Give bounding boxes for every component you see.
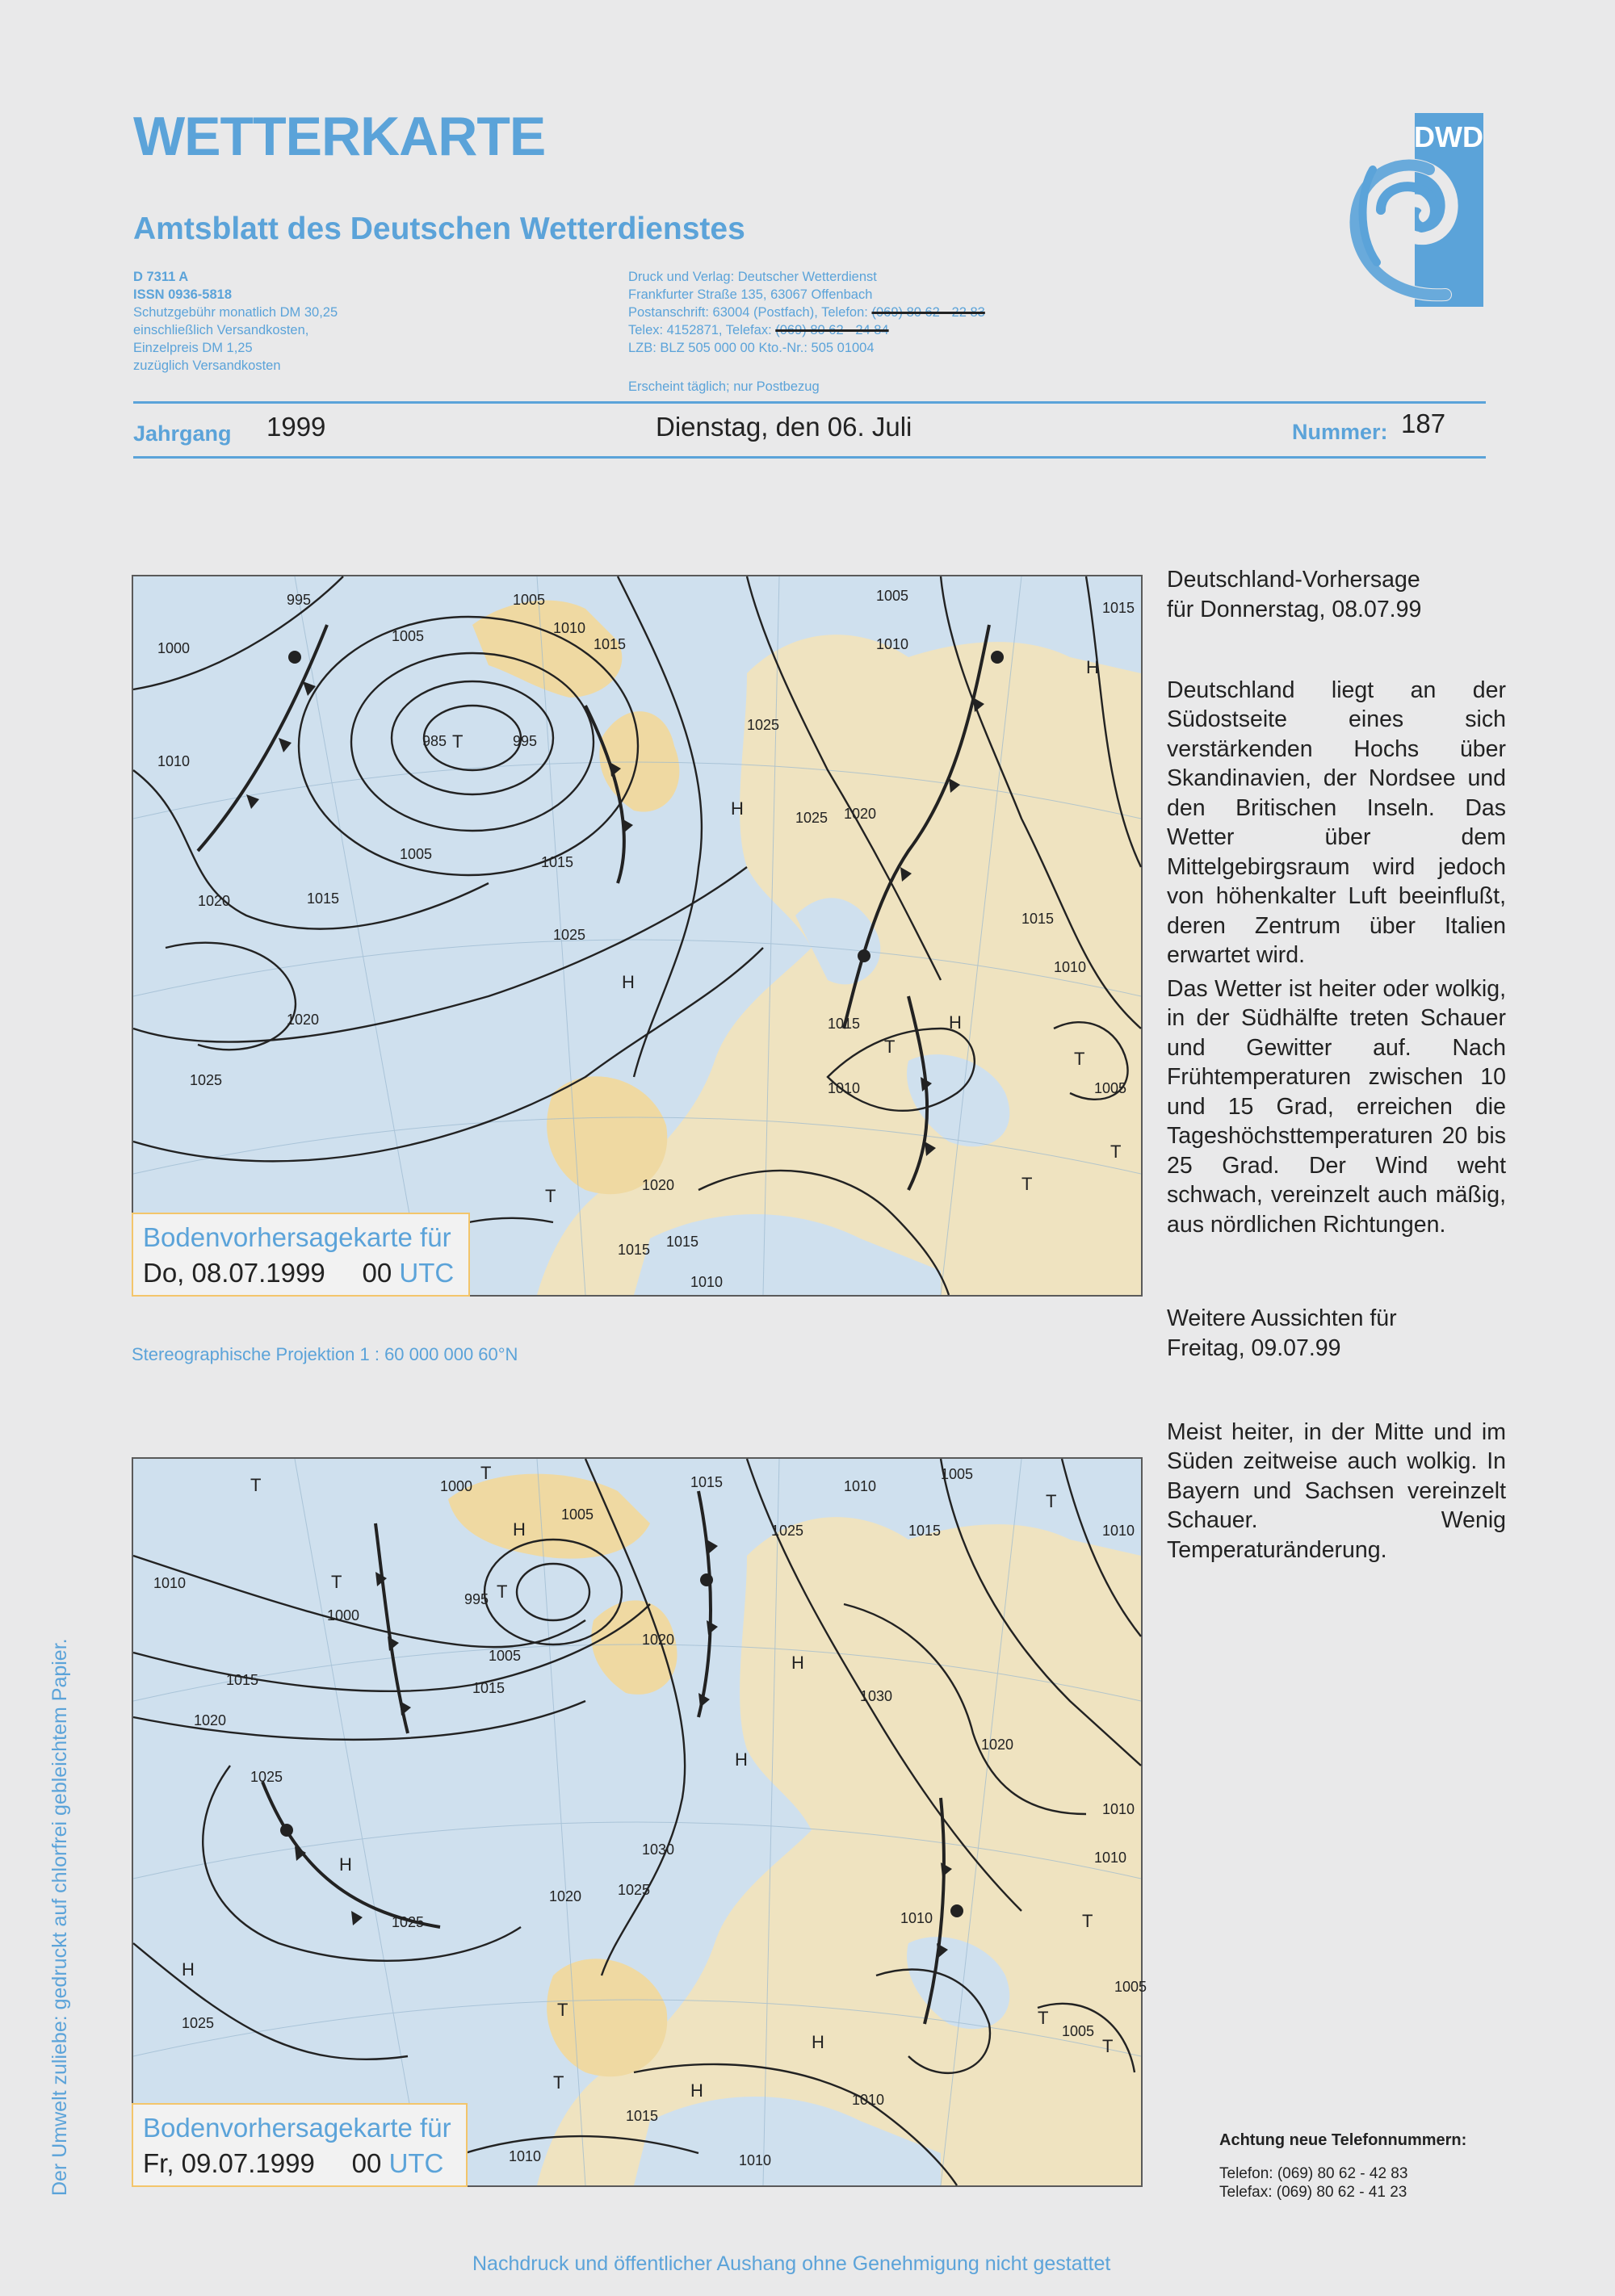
isobar-label: 1020: [642, 1177, 675, 1193]
isobar-label: 1010: [690, 1274, 724, 1290]
pressure-center: T: [331, 1572, 342, 1592]
pressure-center: H: [791, 1653, 804, 1673]
phone-number: Telefon: (069) 80 62 - 42 83: [1219, 2165, 1408, 2182]
isobar-label: 1025: [250, 1769, 283, 1785]
pressure-center: T: [1110, 1142, 1122, 1162]
isobar-label: 1020: [198, 893, 231, 909]
isobar-label: 1010: [157, 753, 191, 769]
info-line: zuzüglich Versandkosten: [133, 358, 281, 373]
isobar-label: 1015: [666, 1234, 699, 1250]
pressure-center: H: [735, 1749, 748, 1770]
map1-caption: [132, 1213, 470, 1297]
publisher-line: Frankfurter Straße 135, 63067 Offenbach: [628, 287, 873, 302]
publisher-info: [628, 268, 1129, 357]
isobar-label: 1010: [1102, 1523, 1135, 1539]
nummer-value: 187: [1401, 409, 1446, 438]
bank-line: LZB: BLZ 505 000 00 Kto.-Nr.: 505 01004: [628, 341, 875, 355]
forecast2-heading: [1167, 1304, 1506, 1363]
pressure-center: T: [1082, 1911, 1093, 1931]
postanschrift-line: [628, 304, 1129, 321]
isobar-label: 1010: [739, 2152, 772, 2168]
dwd-logo: [1332, 113, 1483, 307]
isobar-label: 1020: [194, 1712, 227, 1728]
isobar-label: 1010: [900, 1910, 933, 1926]
pressure-center: H: [339, 1854, 352, 1875]
page-title: WETTERKARTE: [133, 106, 546, 167]
isobar-label: 1000: [157, 640, 191, 656]
isobar-label: 1015: [828, 1016, 861, 1032]
old-phone: (069) 80 62 - 22 83: [871, 305, 985, 320]
isobar-label: 995: [464, 1591, 489, 1607]
fax-number: Telefax: (069) 80 62 - 41 23: [1219, 2184, 1407, 2201]
forecast2-paragraph1: Meist heiter, in der Mitte und im Süden zeitweise auch wolkig. In Bayern und Sachsen vereinzelt Schauer. Wenig Temperaturänderung.: [1167, 1418, 1506, 1563]
pressure-center: H: [690, 2080, 703, 2101]
old-fax: (069) 80 62 - 24 84: [775, 323, 889, 337]
isobar-label: 1000: [327, 1607, 360, 1624]
caption-date: Fr, 09.07.1999: [143, 2148, 315, 2178]
pressure-center: T: [1038, 2008, 1049, 2028]
pressure-center: T: [1074, 1049, 1085, 1069]
info-line: Schutzgebühr monatlich DM 30,25: [133, 305, 338, 320]
publisher-line: Druck und Verlag: Deutscher Wetterdienst: [628, 270, 877, 284]
isobar-label: 1005: [513, 592, 546, 608]
pressure-center: H: [622, 972, 635, 992]
jahrgang-value: 1999: [266, 412, 326, 442]
isobar-label: 1030: [860, 1688, 893, 1704]
isobar-label: 1020: [981, 1737, 1014, 1753]
isobar-label: 1015: [226, 1672, 259, 1688]
nummer-label: Nummer:: [1292, 420, 1388, 444]
pressure-center: H: [182, 1959, 195, 1980]
isobar-label: 1020: [844, 806, 877, 822]
pressure-center: T: [1102, 2036, 1114, 2056]
isobar-label: 1020: [642, 1632, 675, 1648]
caption-time: 00: [351, 2148, 382, 2178]
isobar-label: 1025: [190, 1072, 223, 1088]
logo-text: DWD: [1414, 120, 1483, 153]
isobar-label: 1025: [618, 1882, 651, 1898]
forecast1-heading-line1: Deutschland-Vorhersage: [1167, 567, 1420, 593]
rule-top: [133, 401, 1486, 404]
isobar-label: 1010: [153, 1575, 187, 1591]
isobar-label: 1015: [626, 2108, 659, 2124]
info-line: D 7311 A: [133, 270, 189, 284]
map2-svg: [133, 1459, 1147, 2185]
caption-date: Do, 08.07.1999: [143, 1258, 325, 1288]
phone-notice: [1219, 2131, 1466, 2202]
caption-title: Bodenvorhersagekarte für: [143, 2113, 451, 2143]
pressure-center: T: [1021, 1174, 1033, 1194]
pressure-center: T: [480, 1463, 492, 1483]
isobar-label: 1020: [549, 1888, 582, 1904]
pressure-center: T: [1046, 1491, 1057, 1511]
isobar-label: 1015: [1021, 911, 1055, 927]
isobar-label: 1010: [844, 1478, 877, 1494]
footer-note: Nachdruck und öffentlicher Aushang ohne Genehmigung nicht gestattet: [472, 2252, 1111, 2275]
caption-utc: UTC: [399, 1258, 455, 1288]
isobar-label: 1005: [489, 1648, 522, 1664]
forecast-map-thursday: [132, 575, 1143, 1297]
map2-caption: [132, 2103, 468, 2187]
info-line: einschließlich Versandkosten,: [133, 323, 309, 337]
subtitle: Amtsblatt des Deutschen Wetterdienstes: [133, 212, 745, 246]
telex-text: Telex: 4152871, Telefax:: [628, 323, 772, 337]
isobar-label: 1015: [1102, 600, 1135, 616]
isobar-label: 985: [422, 733, 447, 749]
jahrgang-label: Jahrgang: [133, 421, 232, 446]
isobar-label: 1010: [1102, 1801, 1135, 1817]
erscheint-text: Erscheint täglich; nur Postbezug: [628, 379, 820, 394]
isobar-label: 1020: [287, 1012, 320, 1028]
isobar-label: 1015: [541, 854, 574, 870]
isobar-label: 995: [287, 592, 312, 608]
phone-notice-heading: Achtung neue Telefonnummern:: [1219, 2131, 1467, 2149]
postanschrift-text: Postanschrift: 63004 (Postfach), Telefon:: [628, 305, 868, 320]
pressure-center: H: [1086, 657, 1099, 677]
forecast1-heading: [1167, 565, 1506, 624]
isobar-label: 1025: [182, 2015, 215, 2031]
pressure-center: T: [557, 2000, 568, 2020]
isobar-label: 1015: [908, 1523, 942, 1539]
isobar-label: 1010: [1054, 959, 1087, 975]
isobar-label: 1005: [1094, 1080, 1127, 1096]
projection-note: Stereographische Projektion 1 : 60 000 000 60°N: [132, 1344, 518, 1364]
pressure-center: T: [497, 1582, 508, 1602]
info-line: Einzelpreis DM 1,25: [133, 341, 253, 355]
isobar-label: 1025: [771, 1523, 804, 1539]
isobar-label: 1005: [400, 846, 433, 862]
isobar-label: 1010: [509, 2148, 542, 2164]
isobar-label: 1015: [618, 1242, 651, 1258]
issue-date: Dienstag, den 06. Juli: [656, 412, 912, 442]
forecast1-heading-line2: für Donnerstag, 08.07.99: [1167, 596, 1422, 622]
isobar-label: 1025: [747, 717, 780, 733]
isobar-label: 1015: [307, 890, 340, 907]
isobar-label: 1010: [1094, 1850, 1127, 1866]
isobar-label: 1025: [392, 1914, 425, 1930]
pressure-center: T: [452, 731, 464, 752]
isobar-label: 1030: [642, 1841, 675, 1858]
isobar-label: 995: [513, 733, 538, 749]
isobar-label: 1025: [553, 927, 586, 943]
pressure-center: H: [812, 2032, 824, 2052]
caption-utc: UTC: [388, 2148, 444, 2178]
map1-svg: [133, 576, 1141, 1295]
isobar-label: 1005: [876, 588, 909, 604]
caption-time: 00: [362, 1258, 392, 1288]
publication-info: [133, 268, 585, 375]
forecast1-paragraph1: Deutschland liegt an der Südostseite eines sich verstärkenden Hochs über Skandinavien, der Nordsee und den Britischen Inseln. Das Wetter über dem Mittelgebirgsraum wird jedoch von höhenkalter Luft beeinflußt, deren Zentrum über Italien erwartet wird.: [1167, 677, 1506, 968]
environment-note: Der Umwelt zuliebe: gedruckt auf chlorfrei gebleichtem Papier.: [48, 1638, 71, 2196]
isobar-label: 1005: [392, 628, 425, 644]
isobar-label: 1005: [561, 1506, 594, 1523]
rule-bottom: [133, 456, 1486, 459]
isobar-label: 1025: [795, 810, 828, 826]
isobar-label: 1000: [440, 1478, 473, 1494]
caption-date-line: [143, 1258, 454, 1288]
isobar-label: 1015: [472, 1680, 505, 1696]
forecast1-paragraph2: Das Wetter ist heiter oder wolkig, in der Südhälfte treten Schauer und Gewitter auf. Nach Frühtemperaturen zwischen 10 und 15 Grad, erreichen die Tageshöchsttemperaturen 20 bis 25 Grad. Der Wind weht schwach, vereinzelt auch mäßig, aus nördlichen Richtungen.: [1167, 975, 1506, 1238]
pressure-center: T: [250, 1475, 262, 1495]
pressure-center: T: [884, 1037, 896, 1057]
isobar-label: 1015: [594, 636, 627, 652]
caption-date-line: [143, 2148, 451, 2179]
pressure-center: H: [731, 798, 744, 819]
pressure-center: H: [949, 1012, 962, 1033]
isobar-label: 1005: [1114, 1979, 1147, 1995]
pressure-center: H: [513, 1519, 526, 1540]
info-line: ISSN 0936-5818: [133, 287, 233, 302]
forecast-map-friday: [132, 1457, 1147, 2187]
isobar-label: 1005: [941, 1466, 974, 1482]
forecast2-heading-line1: Weitere Aussichten für: [1167, 1305, 1397, 1331]
pressure-center: T: [545, 1186, 556, 1206]
isobar-label: 1005: [1062, 2023, 1095, 2039]
telex-line: [628, 321, 1129, 339]
forecast2-heading-line2: Freitag, 09.07.99: [1167, 1334, 1341, 1361]
isobar-label: 1010: [553, 620, 586, 636]
isobar-label: 1010: [876, 636, 909, 652]
pressure-center: T: [553, 2072, 564, 2093]
isobar-label: 1010: [852, 2092, 885, 2108]
caption-title: Bodenvorhersagekarte für: [143, 1222, 451, 1252]
isobar-label: 1015: [690, 1474, 724, 1490]
isobar-label: 1010: [828, 1080, 861, 1096]
